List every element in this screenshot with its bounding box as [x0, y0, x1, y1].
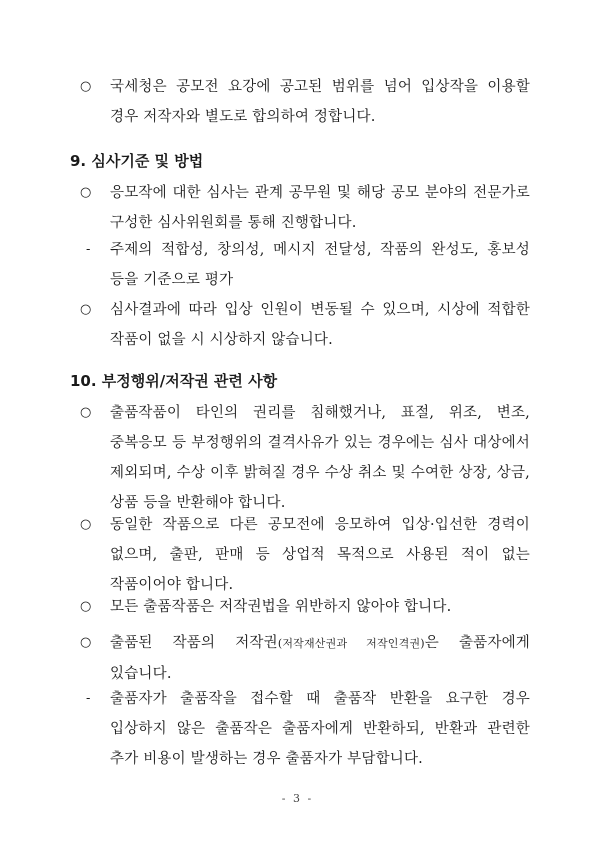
paragraph-text: 주제의 적합성, 창의성, 메시지 전달성, 작품의 완성도, 홍보성 등을 기준으로 평가 — [110, 242, 530, 288]
circle-bullet: ○ — [80, 405, 92, 420]
circle-bullet: ○ — [80, 302, 92, 317]
paragraph-text: 국세청은 공모전 요강에 공고된 범위를 넘어 입상작을 이용할 경우 저작자와 별도로 합의하여 정합니다. — [110, 79, 530, 125]
circle-bullet: ○ — [80, 79, 92, 94]
page-number: - 3 - — [281, 792, 314, 805]
text-segment: 출품된 작품의 저작권 — [110, 635, 278, 651]
circle-bullet: ○ — [80, 635, 92, 650]
paragraph-text: 모든 출품작품은 저작권법을 위반하지 않아야 합니다. — [110, 599, 452, 615]
paragraph-text: 심사결과에 따라 입상 인원이 변동될 수 있으며, 시상에 적합한 작품이 없을 시 시상하지 않습니다. — [110, 302, 530, 348]
paragraph-text: 응모작에 대한 심사는 관계 공무원 및 해당 공모 분야의 전문가로 구성한 심사위원회를 통해 진행합니다. — [110, 185, 530, 231]
circle-bullet: ○ — [80, 185, 92, 200]
paragraph-text: 출품작품이 타인의 권리를 침해했거나, 표절, 위조, 변조, 중복응모 등 부정행위의 결격사유가 있는 경우에는 심사 대상에서 제외되며, 수상 이후 밝혀질 경우 수상 취소 및 수여한 상장, 상금, 상품 등을 반환해야 합니다. — [110, 405, 530, 511]
parenthetical-note: (저작재산권과 저작인격권) — [277, 637, 425, 650]
text-segment: 은 출품자에게 있습니다. — [110, 635, 530, 682]
dash-bullet: - — [86, 691, 91, 706]
section-heading-misconduct: 10. 부정행위/저작권 관련 사항 — [70, 372, 278, 390]
paragraph-text: 출품자가 출품작을 접수할 때 출품작 반환을 요구한 경우 입상하지 않은 출품작은 출품자에게 반환하되, 반환과 관련한 추가 비용이 발생하는 경우 출품자가 부담합니다. — [110, 691, 530, 767]
paragraph-text — [110, 628, 530, 689]
circle-bullet: ○ — [80, 599, 92, 614]
dash-bullet: - — [86, 242, 91, 257]
circle-bullet: ○ — [80, 517, 92, 532]
section-heading-judging: 9. 심사기준 및 방법 — [70, 152, 204, 170]
paragraph-text: 동일한 작품으로 다른 공모전에 응모하여 입상·입선한 경력이 없으며, 출판, 판매 등 상업적 목적으로 사용된 적이 없는 작품이어야 합니다. — [110, 517, 530, 593]
